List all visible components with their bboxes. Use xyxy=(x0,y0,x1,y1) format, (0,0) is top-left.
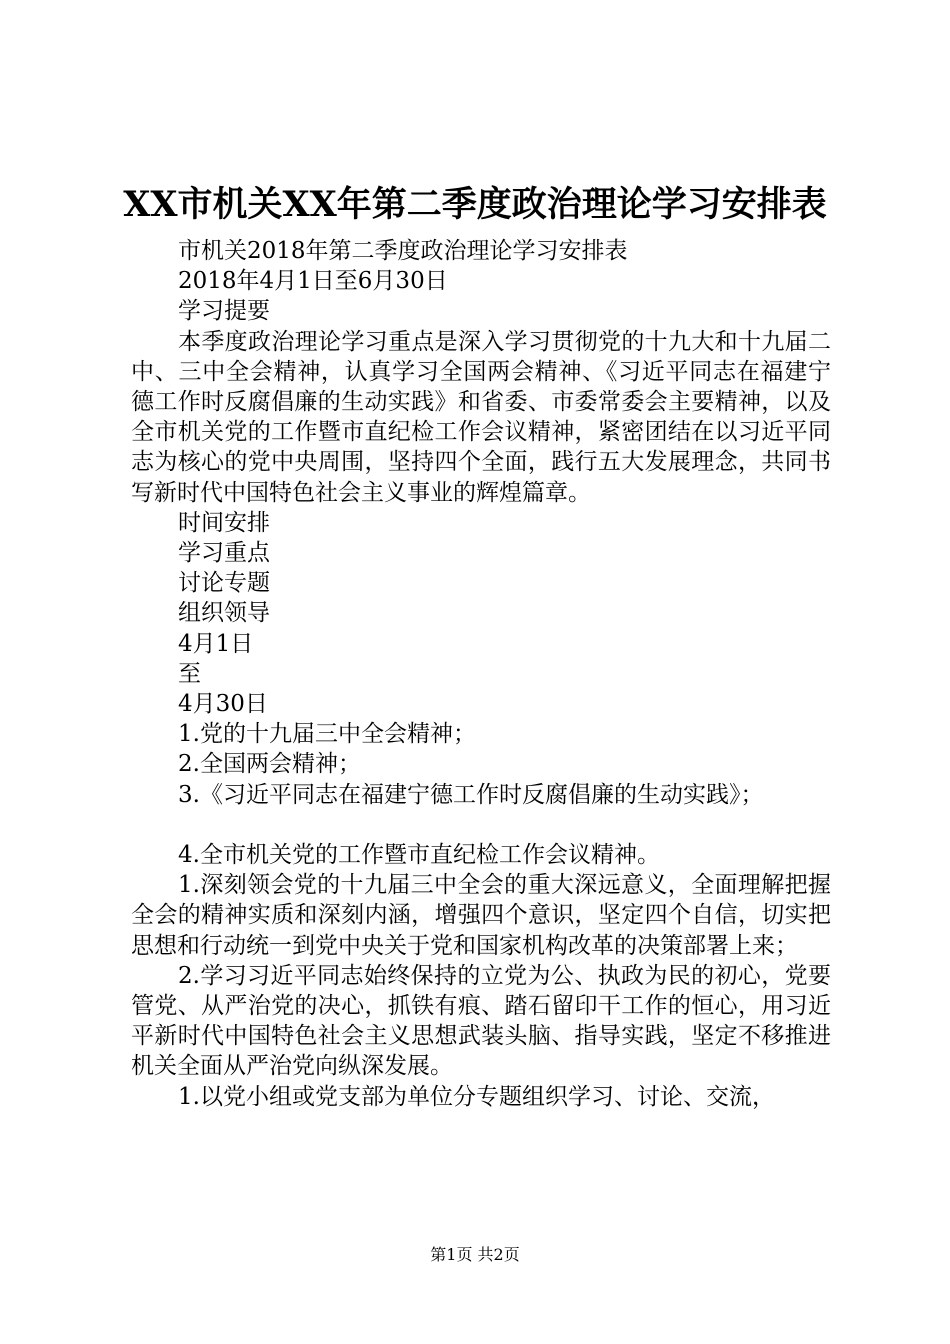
subtitle: 市机关2018年第二季度政治理论学习安排表 xyxy=(178,238,628,264)
discussion-topic-1: 1.深刻领会党的十九届三中全会的重大深远意义，全面理解把握全会的精神实质和深刻内涵，增强四个意识，坚定四个自信，切实把思想和行动统一到党中央关于党和国家机构改革的决策部署上来； xyxy=(131,872,831,959)
study-point: 2.全国两会精神； xyxy=(178,751,361,778)
date-range: 2018年4月1日至6月30日 xyxy=(178,268,448,295)
discussion-topic-2: 2.学习习近平同志始终保持的立党为公、执政为民的初心，党要管党、从严治党的决心，抓铁有痕、踏石留印干工作的恒心，用习近平新时代中国特色社会主义思想武装头脑、指导实践，坚定不移推进机关全面从严治党向纵深发展。 xyxy=(131,962,831,1080)
period-start: 4月1日 xyxy=(178,630,254,657)
period-to: 至 xyxy=(178,660,201,687)
table-header-time: 时间安排 xyxy=(178,509,270,536)
blank-line xyxy=(131,810,831,840)
table-header-organization: 组织领导 xyxy=(178,600,270,627)
study-point: 3.《习近平同志在福建宁德工作时反腐倡廉的生动实践》； xyxy=(178,781,764,808)
page-footer: 第1页 共2页 xyxy=(430,1245,520,1264)
period-end: 4月30日 xyxy=(178,691,268,718)
study-point: 1.党的十九届三中全会精神； xyxy=(178,721,476,748)
summary-paragraph: 本季度政治理论学习重点是深入学习贯彻党的十九大和十九届二中、三中全会精神，认真学习全国两会精神、《习近平同志在福建宁德工作时反腐倡廉的生动实践》和省委、市委常委会主要精神，以及全市机关党的工作暨市直纪检工作会议精神，紧密团结在以习近平同志为核心的党中央周围，坚持四个全面，践行五大发展理念，共同书写新时代中国特色社会主义事业的辉煌篇章。 xyxy=(131,328,831,506)
study-point: 4.全市机关党的工作暨市直纪检工作会议精神。 xyxy=(178,842,660,869)
document-title: XX市机关XX年第二季度政治理论学习安排表 xyxy=(123,184,827,225)
organization-item-1: 1.以党小组或党支部为单位分专题组织学习、讨论、交流， xyxy=(178,1083,775,1110)
document-body xyxy=(131,236,831,1112)
table-header-study: 学习重点 xyxy=(178,540,270,567)
table-header-discussion: 讨论专题 xyxy=(178,570,270,597)
summary-heading: 学习提要 xyxy=(178,298,270,325)
